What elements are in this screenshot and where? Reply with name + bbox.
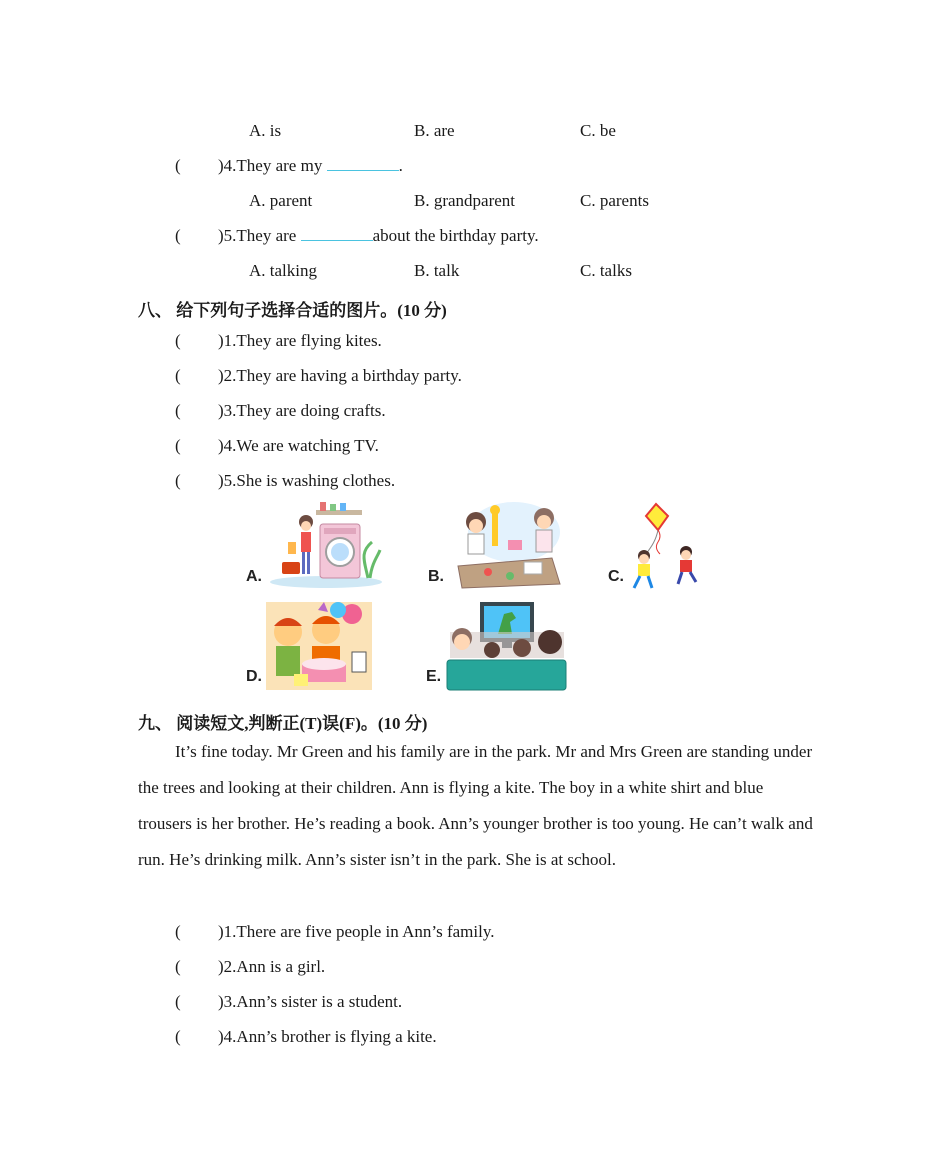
section9-heading: 九、 阅读短文,判断正(T)误(F)。(10 分) bbox=[138, 714, 428, 733]
s8-q2-text: )2.They are having a birthday party. bbox=[218, 366, 462, 385]
s8-q5-paren: ( bbox=[175, 471, 181, 490]
s8-q3-paren: ( bbox=[175, 401, 181, 420]
s8-q5-text: )5.She is washing clothes. bbox=[218, 471, 396, 490]
q5-blank bbox=[301, 226, 373, 241]
s9-q3-text: )3.Ann’s sister is a student. bbox=[218, 992, 403, 1011]
q5-option-a: A. talking bbox=[249, 261, 317, 280]
s8-q3-text: )3.They are doing crafts. bbox=[218, 401, 386, 420]
q5-paren: ( bbox=[175, 226, 181, 245]
q3-option-a: A. is bbox=[249, 121, 282, 140]
passage-text: It’s fine today. Mr Green and his family are in the park. Mr and Mrs Green are standing under the trees and looking at their children. Ann is flying a kite. The boy in a white shirt and blue trousers is her brother. He’s reading a book. Ann’s younger brother is too young. He can’t walk and run. He’s drinking milk. Ann’s sister isn’t in the park. She is at school. bbox=[138, 742, 813, 869]
q4-blank bbox=[327, 156, 399, 171]
s9-q2-paren: ( bbox=[175, 957, 181, 976]
s9-q1-text: )1.There are five people in Ann’s family. bbox=[218, 922, 495, 941]
s8-q2-paren: ( bbox=[175, 366, 181, 385]
s9-q4-paren: ( bbox=[175, 1027, 181, 1046]
q4-option-b: B. grandparent bbox=[414, 191, 516, 210]
reading-passage bbox=[138, 734, 818, 878]
q4-stem bbox=[218, 156, 403, 176]
s9-q3-paren: ( bbox=[175, 992, 181, 1011]
q5-option-b: B. talk bbox=[414, 261, 460, 280]
s8-q4-text: )4.We are watching TV. bbox=[218, 436, 379, 455]
q5-stem-after: about the birthday party. bbox=[372, 226, 539, 245]
s9-q4-text: )4.Ann’s brother is flying a kite. bbox=[218, 1027, 437, 1046]
q4-option-a: A. parent bbox=[249, 191, 313, 210]
picture-e-label: E. bbox=[426, 668, 442, 685]
s8-q1-text: )1.They are flying kites. bbox=[218, 331, 382, 350]
s8-q1-paren: ( bbox=[175, 331, 181, 350]
q4-stem-after: . bbox=[398, 156, 403, 175]
s9-q1-paren: ( bbox=[175, 922, 181, 941]
q5-stem bbox=[218, 226, 539, 246]
q3-option-c: C. be bbox=[580, 121, 616, 140]
q5-stem-before: )5.They are bbox=[218, 226, 301, 245]
picture-a-washing-clothes bbox=[264, 502, 382, 588]
s8-q4-paren: ( bbox=[175, 436, 181, 455]
picture-d-label: D. bbox=[246, 668, 262, 685]
picture-c-label: C. bbox=[608, 568, 624, 585]
picture-c-flying-kites bbox=[628, 500, 706, 592]
picture-b-doing-crafts bbox=[448, 500, 566, 590]
picture-b-label: B. bbox=[428, 568, 444, 585]
q4-paren: ( bbox=[175, 156, 181, 175]
q4-option-c: C. parents bbox=[580, 191, 649, 210]
q5-option-c: C. talks bbox=[580, 261, 632, 280]
q3-option-b: B. are bbox=[414, 121, 455, 140]
picture-e-watching-tv bbox=[446, 600, 568, 692]
q4-stem-before: )4.They are my bbox=[218, 156, 327, 175]
section8-heading: 八、 给下列句子选择合适的图片。(10 分) bbox=[138, 301, 447, 320]
s9-q2-text: )2.Ann is a girl. bbox=[218, 957, 326, 976]
picture-d-birthday-party bbox=[266, 602, 372, 690]
picture-a-label: A. bbox=[246, 568, 262, 585]
